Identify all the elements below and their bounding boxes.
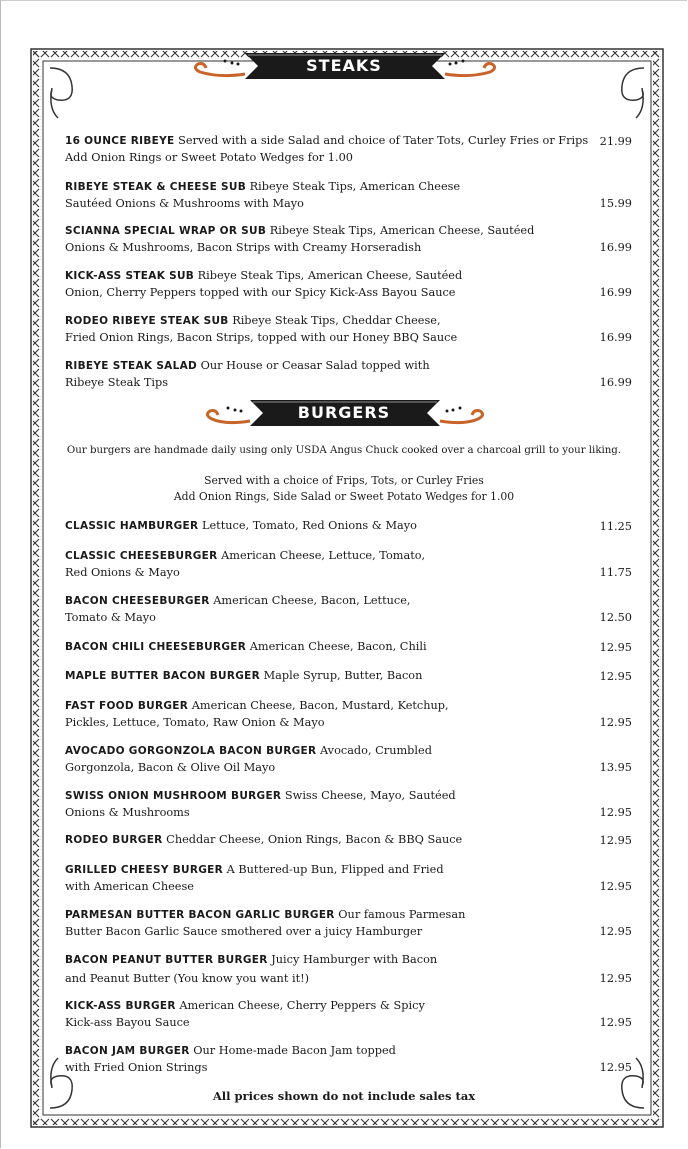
item-name: FAST FOOD BURGER [65, 700, 189, 712]
item-name: RIBEYE STEAK SALAD [65, 360, 198, 372]
item-name: 16 OUNCE RIBEYE [65, 135, 175, 147]
item-price: 12.95 [599, 641, 632, 654]
burgers-title: BURGERS [297, 403, 391, 422]
item-price: 11.25 [599, 520, 632, 533]
item-desc: Our House or Ceasar Salad topped with [200, 359, 430, 372]
steaks-title: STEAKS [306, 56, 382, 75]
item-desc-2: Gorgonzola, Bacon & Olive Oil Mayo [65, 760, 276, 774]
tax-notice: All prices shown do not include sales tax [212, 1089, 476, 1103]
menu-item [65, 179, 635, 211]
item-desc: Ribeye Steak Tips, American Cheese, Sautéed [269, 224, 535, 237]
item-price: 12.95 [599, 670, 632, 683]
item-name: BACON PEANUT BUTTER BURGER [65, 954, 268, 966]
item-price: 12.95 [599, 834, 632, 847]
item-desc: American Cheese, Cherry Peppers & Spicy [179, 999, 425, 1012]
item-name: CLASSIC CHEESEBURGER [65, 550, 218, 562]
menu-item [65, 862, 635, 894]
item-desc-2: Red Onions & Mayo [65, 565, 180, 579]
item-desc: American Cheese, Bacon, Mustard, Ketchup, [191, 699, 449, 712]
item-desc: Ribeye Steak Tips, Cheddar Cheese, [232, 314, 441, 327]
item-price: 15.99 [599, 196, 632, 210]
menu-item [65, 998, 635, 1030]
item-price: 16.99 [599, 330, 632, 344]
menu-item [65, 548, 635, 580]
item-desc-2: Onions & Mushrooms, Bacon Strips with Creamy Horseradish [65, 240, 422, 254]
item-desc-2: Add Onion Rings or Sweet Potato Wedges for 1.00 [65, 150, 353, 164]
item-desc-2: Tomato & Mayo [65, 610, 156, 624]
item-desc: Ribeye Steak Tips, American Cheese, Sautéed [197, 269, 463, 282]
item-desc-2: Ribeye Steak Tips [65, 375, 169, 389]
item-price: 16.99 [599, 285, 632, 299]
item-price: 12.95 [599, 1015, 632, 1029]
item-name: BACON CHEESEBURGER [65, 595, 210, 607]
item-desc: Juicy Hamburger with Bacon [271, 953, 438, 966]
item-desc: A Buttered-up Bun, Flipped and Fried [226, 863, 444, 876]
item-price: 12.95 [599, 971, 632, 985]
menu-item [65, 668, 635, 685]
item-desc: Cheddar Cheese, Onion Rings, Bacon & BBQ Sauce [166, 833, 463, 846]
menu-item [65, 743, 635, 775]
item-desc-2: with American Cheese [65, 879, 194, 893]
item-name: MAPLE BUTTER BACON BURGER [65, 670, 260, 682]
menu-item [65, 698, 635, 730]
menu-item [65, 268, 635, 300]
item-desc: American Cheese, Bacon, Lettuce, [213, 594, 411, 607]
item-price: 12.95 [599, 1060, 632, 1074]
menu-item [65, 788, 635, 820]
item-desc: Maple Syrup, Butter, Bacon [263, 669, 423, 682]
item-price: 11.75 [599, 565, 632, 579]
item-name: SCIANNA SPECIAL WRAP OR SUB [65, 225, 267, 237]
menu-item [65, 832, 635, 849]
burgers-intro-line3: Add Onion Rings, Side Salad or Sweet Potato Wedges for 1.00 [173, 490, 515, 503]
item-desc-2: with Fried Onion Strings [65, 1060, 208, 1074]
menu-item [65, 358, 635, 390]
item-desc: Lettuce, Tomato, Red Onions & Mayo [202, 519, 417, 532]
steaks-banner [0, 48, 688, 88]
item-name: KICK-ASS STEAK SUB [65, 270, 195, 282]
item-name: PARMESAN BUTTER BACON GARLIC BURGER [65, 909, 335, 921]
item-desc-2: Fried Onion Rings, Bacon Strips, topped with our Honey BBQ Sauce [65, 330, 458, 344]
burgers-banner [0, 395, 688, 435]
item-desc: Served with a side Salad and choice of Tater Tots, Curley Fries or Frips [178, 134, 589, 147]
item-desc: American Cheese, Lettuce, Tomato, [221, 549, 426, 562]
item-price: 12.50 [599, 610, 632, 624]
menu-item [65, 518, 635, 535]
item-price: 16.99 [599, 240, 632, 254]
menu-item [65, 223, 635, 255]
menu-item [65, 313, 635, 345]
burgers-intro-line2: Served with a choice of Frips, Tots, or Curley Fries [204, 474, 484, 487]
item-name: AVOCADO GORGONZOLA BACON BURGER [65, 745, 317, 757]
item-name: GRILLED CHEESY BURGER [65, 864, 223, 876]
item-desc: Our famous Parmesan [338, 908, 466, 921]
menu-item [65, 907, 635, 939]
item-desc: Swiss Cheese, Mayo, Sautéed [284, 789, 456, 802]
item-desc-2: Pickles, Lettuce, Tomato, Raw Onion & Mayo [65, 715, 325, 729]
item-desc: Avocado, Crumbled [319, 744, 432, 757]
item-desc-2: Kick-ass Bayou Sauce [65, 1015, 190, 1029]
item-name: BACON JAM BURGER [65, 1045, 190, 1057]
item-desc-2: and Peanut Butter (You know you want it!) [65, 971, 310, 985]
menu-item [65, 133, 635, 165]
menu-item [65, 593, 635, 625]
item-name: RIBEYE STEAK & CHEESE SUB [65, 181, 247, 193]
item-price: 16.99 [599, 375, 632, 389]
item-name: SWISS ONION MUSHROOM BURGER [65, 790, 282, 802]
item-name: CLASSIC HAMBURGER [65, 520, 199, 532]
item-price: 12.95 [599, 805, 632, 819]
item-price: 12.95 [599, 924, 632, 938]
item-name: RODEO RIBEYE STEAK SUB [65, 315, 229, 327]
item-desc-2: Onions & Mushrooms [65, 805, 190, 819]
item-desc-2: Butter Bacon Garlic Sauce smothered over a juicy Hamburger [65, 924, 423, 938]
item-desc-2: Sautéed Onions & Mushrooms with Mayo [65, 196, 304, 210]
item-name: RODEO BURGER [65, 834, 163, 846]
menu-item [65, 1043, 635, 1075]
item-desc-2: Onion, Cherry Peppers topped with our Spicy Kick-Ass Bayou Sauce [65, 285, 456, 299]
item-price: 12.95 [599, 715, 632, 729]
item-price: 21.99 [599, 135, 632, 148]
item-name: KICK-ASS BURGER [65, 1000, 176, 1012]
item-desc: Ribeye Steak Tips, American Cheese [249, 180, 461, 193]
menu-item [65, 639, 635, 656]
item-price: 12.95 [599, 879, 632, 893]
burgers-intro-line1: Our burgers are handmade daily using only USDA Angus Chuck cooked over a charcoal grill to your liking. [66, 445, 622, 456]
item-price: 13.95 [599, 760, 632, 774]
menu-item [65, 952, 635, 986]
item-name: BACON CHILI CHEESEBURGER [65, 641, 247, 653]
item-desc: American Cheese, Bacon, Chili [249, 640, 427, 653]
item-desc: Our Home-made Bacon Jam topped [193, 1044, 396, 1057]
